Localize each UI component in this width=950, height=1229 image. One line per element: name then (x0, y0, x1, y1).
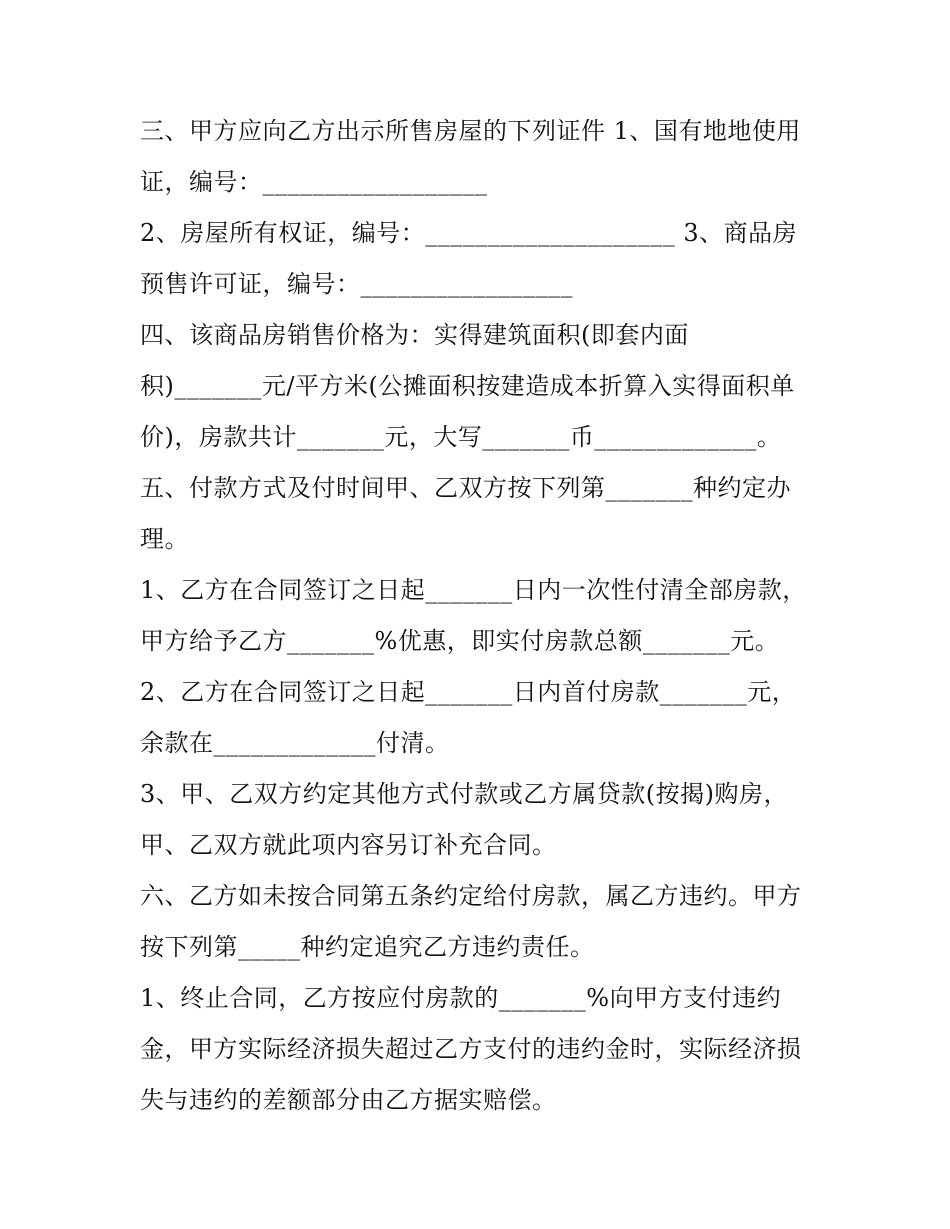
text-line: 理。 (140, 525, 189, 553)
text-line: 失与违约的差额部分由乙方据实赔偿。 (140, 1086, 557, 1114)
text-line: 四、该商品房销售价格为：实得建筑面积(即套内面 (140, 321, 689, 349)
text-line: 价)，房款共计_______元，大写_______币_____________。 (140, 423, 782, 451)
text-line: 金，甲方实际经济损失超过乙方支付的违约金时，实际经济损 (140, 1035, 802, 1063)
text-line: 余款在_____________付清。 (140, 729, 450, 757)
text-line: 甲、乙双方就此项内容另订补充合同。 (140, 831, 557, 859)
text-line: 1、乙方在合同签订之日起_______日内一次性付清全部房款， (140, 576, 807, 604)
document-body (140, 106, 820, 1126)
text-line: 五、付款方式及付时间甲、乙双方按下列第_______种约定办 (140, 474, 791, 502)
text-line: 积)_______元/平方米(公摊面积按建造成本折算入实得面积单 (140, 372, 795, 400)
text-line: 2、乙方在合同签订之日起_______日内首付房款_______元， (140, 678, 797, 706)
text-line: 1、终止合同，乙方按应付房款的_______%向甲方支付违约 (140, 984, 782, 1012)
text-line: 证，编号：__________________ (140, 168, 488, 196)
text-line: 甲方给予乙方_______%优惠，即实付房款总额_______元。 (140, 627, 780, 655)
text-line: 按下列第_____种约定追究乙方违约责任。 (140, 933, 595, 961)
text-line: 六、乙方如未按合同第五条约定给付房款，属乙方违约。甲方 (140, 882, 802, 910)
text-line: 三、甲方应向乙方出示所售房屋的下列证件 1、国有地地使用 (140, 117, 801, 145)
text-line: 2、房屋所有权证，编号：____________________ 3、商品房 (140, 219, 798, 247)
text-line: 3、甲、乙双方约定其他方式付款或乙方属贷款(按揭)购房， (140, 780, 788, 808)
text-line: 预售许可证，编号：_________________ (140, 270, 573, 298)
